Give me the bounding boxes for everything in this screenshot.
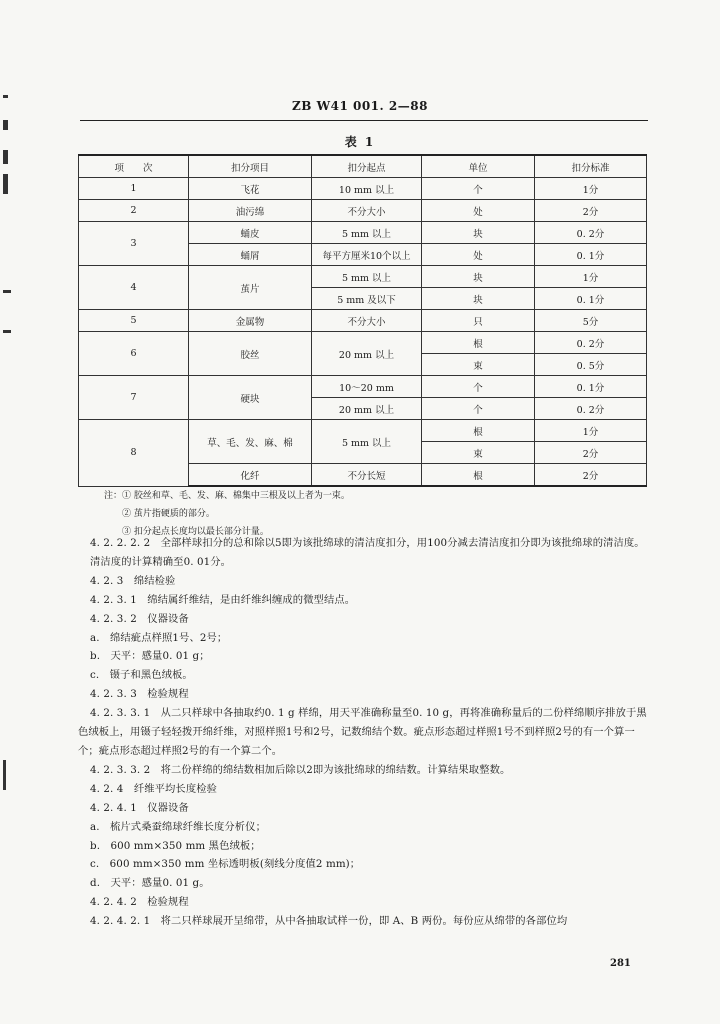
row-unit: 个 bbox=[422, 376, 535, 398]
scan-edge-marks bbox=[0, 0, 14, 1024]
row-item: 茧片 bbox=[189, 266, 312, 310]
table-row bbox=[79, 222, 647, 244]
table-row bbox=[79, 310, 647, 332]
list-item-c: c. 镊子和黑色绒板。 bbox=[90, 669, 193, 682]
row-start: 5 mm 及以下 bbox=[312, 288, 422, 310]
col-header-no: 项 次 bbox=[79, 155, 189, 178]
row-unit: 个 bbox=[422, 178, 535, 200]
row-std: 2分 bbox=[535, 200, 647, 222]
table-title: 表 1 bbox=[344, 135, 376, 149]
heading-4-2-4-2: 4. 2. 4. 2 检验规程 bbox=[90, 896, 189, 909]
table-row bbox=[79, 200, 647, 222]
row-unit: 块 bbox=[422, 266, 535, 288]
table-row bbox=[79, 420, 647, 442]
row-unit: 根 bbox=[422, 332, 535, 354]
row-item: 蛹皮 bbox=[189, 222, 312, 244]
row-item: 草、毛、发、麻、棉 bbox=[189, 420, 312, 464]
row-unit: 块 bbox=[422, 222, 535, 244]
row-unit: 束 bbox=[422, 442, 535, 464]
paragraph-precision: 清洁度的计算精确至0. 01分。 bbox=[90, 555, 232, 568]
row-unit: 块 bbox=[422, 288, 535, 310]
heading-4-2-4: 4. 2. 4 纤维平均长度检验 bbox=[90, 782, 218, 795]
row-start: 10～20 mm bbox=[312, 376, 422, 398]
list-item-b: b. 天平：感量0. 01 g； bbox=[90, 650, 210, 663]
row-no: 4 bbox=[79, 266, 189, 310]
paragraph-4-2-3-3-1: 4. 2. 3. 3. 1 从二只样球中各抽取约0. 1 g 样绵，用天平准确称量至0. 10 g，再将准确称量后的二份样绵顺序排放于黑色绒板上，用镊子轻轻拨开绵纤维，对照样照1号和2号，记数绵结个数。疵点形态超过样照1号不到样照2号的有一个算一个；疵点形态超过样照2号的有一个算二个。 bbox=[78, 707, 647, 757]
row-start: 5 mm 以上 bbox=[312, 266, 422, 288]
list-item-a: a. 梳片式桑蚕绵球纤维长度分析仪； bbox=[90, 820, 266, 833]
row-item: 油污绵 bbox=[189, 200, 312, 222]
body-text bbox=[78, 534, 648, 931]
row-start: 不分大小 bbox=[312, 200, 422, 222]
list-item-d: d. 天平：感量0. 01 g。 bbox=[90, 877, 210, 890]
row-unit: 束 bbox=[422, 354, 535, 376]
row-unit: 根 bbox=[422, 420, 535, 442]
row-item: 金属物 bbox=[189, 310, 312, 332]
row-start: 20 mm 以上 bbox=[312, 332, 422, 376]
heading-4-2-3-3: 4. 2. 3. 3 检验规程 bbox=[90, 688, 189, 701]
list-item-c: c. 600 mm×350 mm 坐标透明板(刻线分度值2 mm)； bbox=[90, 858, 361, 871]
row-item: 飞花 bbox=[189, 178, 312, 200]
header-rule bbox=[80, 120, 648, 121]
col-header-start: 扣分起点 bbox=[312, 155, 422, 178]
row-no: 5 bbox=[79, 310, 189, 332]
standard-code-header: ZB W41 001. 2—88 bbox=[292, 99, 428, 113]
row-std: 0. 1分 bbox=[535, 244, 647, 266]
heading-4-2-3-2: 4. 2. 3. 2 仪器设备 bbox=[90, 612, 189, 625]
row-no: 2 bbox=[79, 200, 189, 222]
row-no: 8 bbox=[79, 420, 189, 487]
note-1: 注：① 胶丝和草、毛、发、麻、棉集中三根及以上者为一束。 bbox=[104, 491, 350, 501]
row-start: 不分长短 bbox=[312, 464, 422, 487]
row-std: 0. 2分 bbox=[535, 398, 647, 420]
col-header-item: 扣分项目 bbox=[189, 155, 312, 178]
note-2: ② 茧片指硬质的部分。 bbox=[122, 509, 215, 519]
row-std: 0. 1分 bbox=[535, 288, 647, 310]
row-no: 7 bbox=[79, 376, 189, 420]
table-row bbox=[79, 178, 647, 200]
list-item-a: a. 绵结疵点样照1号、2号； bbox=[90, 631, 228, 644]
row-std: 2分 bbox=[535, 442, 647, 464]
row-start: 20 mm 以上 bbox=[312, 398, 422, 420]
note-3: ③ 扣分起点长度均以最长部分计量。 bbox=[122, 527, 269, 537]
row-item: 蛹屑 bbox=[189, 244, 312, 266]
row-start: 5 mm 以上 bbox=[312, 222, 422, 244]
row-no: 3 bbox=[79, 222, 189, 266]
paragraph-4-2-3-3-2: 4. 2. 3. 3. 2 将二份样绵的绵结数相加后除以2即为该批绵球的绵结数。计算结果取整数。 bbox=[90, 763, 511, 776]
paragraph-4-2-4-2-1: 4. 2. 4. 2. 1 将二只样球展开呈绵带，从中各抽取试样一份，即 A、B 两份。每份应从绵带的各部位均 bbox=[90, 915, 568, 928]
list-item-b: b. 600 mm×350 mm 黑色绒板； bbox=[90, 839, 261, 852]
row-unit: 根 bbox=[422, 464, 535, 487]
row-item: 胶丝 bbox=[189, 332, 312, 376]
heading-4-2-4-1: 4. 2. 4. 1 仪器设备 bbox=[90, 801, 189, 814]
row-unit: 处 bbox=[422, 200, 535, 222]
paragraph-4-2-3-1: 4. 2. 3. 1 绵结属纤维结，是由纤维纠缠成的微型结点。 bbox=[90, 593, 356, 606]
paragraph-4-2-2-2-2: 4. 2. 2. 2. 2 全部样球扣分的总和除以5即为该批绵球的清洁度扣分，用100分减去清洁度扣分即为该批绵球的清洁度。 bbox=[90, 537, 645, 549]
row-start: 5 mm 以上 bbox=[312, 420, 422, 464]
deduction-table bbox=[78, 154, 647, 487]
row-std: 0. 1分 bbox=[535, 376, 647, 398]
row-std: 5分 bbox=[535, 310, 647, 332]
row-std: 1分 bbox=[535, 420, 647, 442]
row-no: 1 bbox=[79, 178, 189, 200]
row-std: 0. 2分 bbox=[535, 332, 647, 354]
row-unit: 个 bbox=[422, 398, 535, 420]
page-number: 281 bbox=[610, 958, 631, 969]
row-unit: 只 bbox=[422, 310, 535, 332]
col-header-unit: 单位 bbox=[422, 155, 535, 178]
col-header-std: 扣分标准 bbox=[535, 155, 647, 178]
row-start: 不分大小 bbox=[312, 310, 422, 332]
row-std: 1分 bbox=[535, 178, 647, 200]
table-row bbox=[79, 332, 647, 354]
row-unit: 处 bbox=[422, 244, 535, 266]
row-std: 0. 5分 bbox=[535, 354, 647, 376]
row-std: 0. 2分 bbox=[535, 222, 647, 244]
row-item: 硬块 bbox=[189, 376, 312, 420]
row-start: 10 mm 以上 bbox=[312, 178, 422, 200]
row-start: 每平方厘米10个以上 bbox=[312, 244, 422, 266]
heading-4-2-3: 4. 2. 3 绵结检验 bbox=[90, 574, 176, 587]
table-notes bbox=[104, 487, 350, 541]
table-header-row bbox=[79, 155, 647, 178]
row-no: 6 bbox=[79, 332, 189, 376]
table-row bbox=[79, 376, 647, 398]
row-item: 化纤 bbox=[189, 464, 312, 487]
row-std: 1分 bbox=[535, 266, 647, 288]
table-row bbox=[79, 266, 647, 288]
row-std: 2分 bbox=[535, 464, 647, 487]
